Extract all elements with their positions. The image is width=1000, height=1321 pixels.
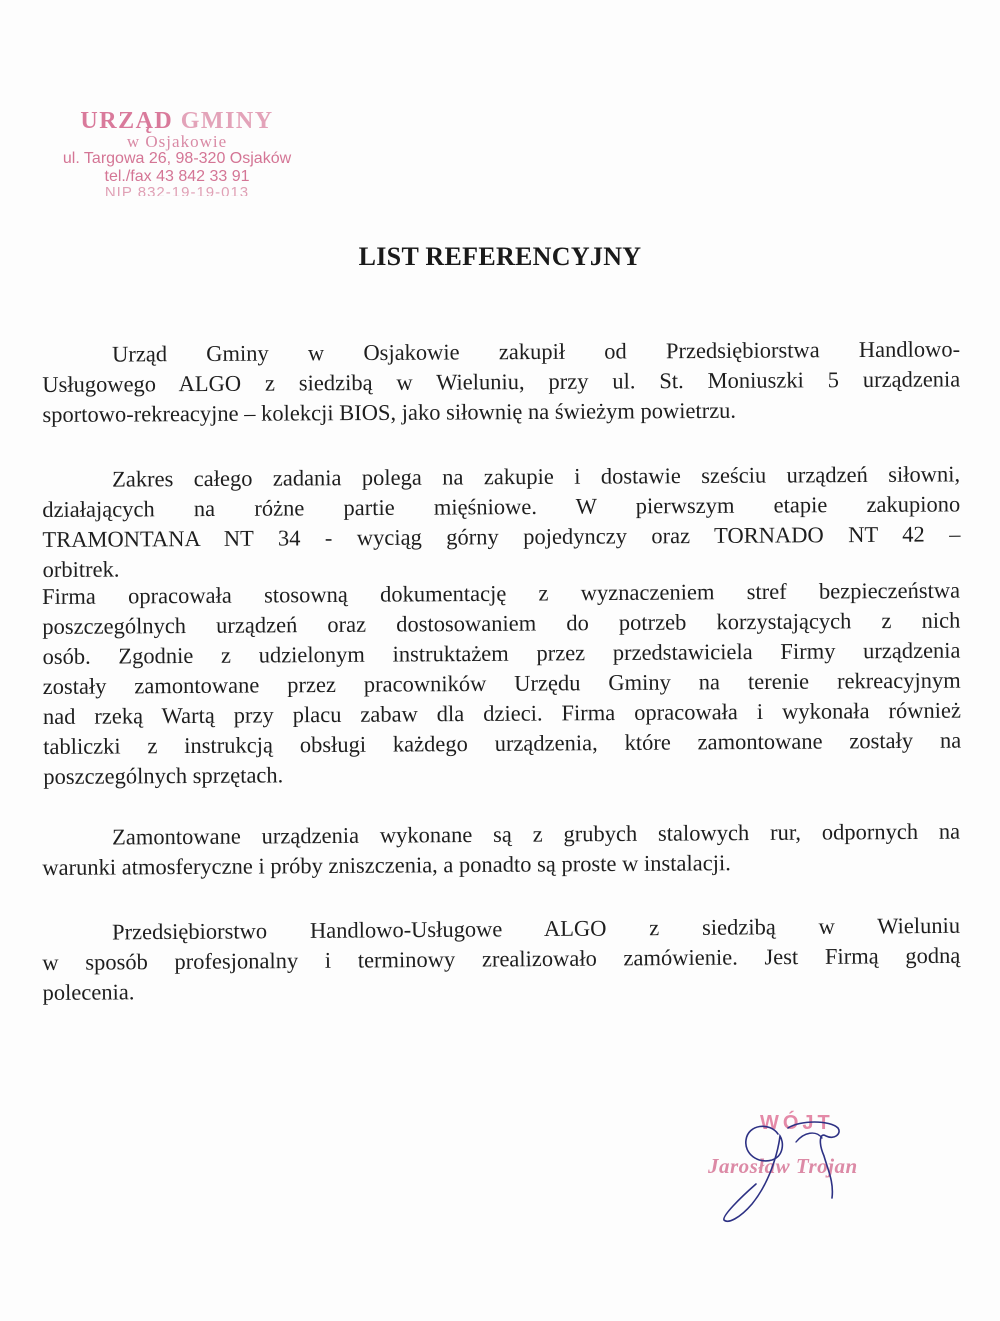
text-line: sportowo-rekreacyjne – kolekcji BIOS, jako siłownię na świeżym powietrzu. (42, 397, 737, 427)
text-line: warunki atmosferyczne i próby zniszczenia, a ponadto są proste w instalacji. (42, 850, 731, 880)
text-line: osób. Zgodnie z udzielonym instruktażem przez przedstawiciela Firmy urządzenia (42, 637, 961, 669)
text-line: Usługowego ALGO z siedzibą w Wieluniu, przy ul. St. Moniuszki 5 urządzenia (42, 366, 961, 397)
stamp-location: w Osjakowie (126, 132, 228, 151)
text-line: zostały zamontowane przez pracowników Urzędu Gminy na terenie rekreacyjnym (42, 667, 961, 699)
signature-title-stamp: WÓJT (760, 1112, 834, 1134)
signature-block (700, 1112, 900, 1232)
paragraph-materials (42, 817, 960, 883)
text-line: Przedsiębiorstwo Handlowo-Usługowe ALGO z siedzibą w Wieluniu (112, 912, 961, 945)
text-line: działających na różne partie mięśniowe. W pierwszym etapie zakupiono (42, 491, 961, 522)
text-line: Zakres całego zadania polega na zakupie i dostawie sześciu urządzeń siłowni, (112, 461, 961, 492)
text-line: Urząd Gminy w Osjakowie zakupił od Przedsiębiorstwa Handlowo- (112, 336, 961, 367)
text-line: Firma opracowała stosowną dokumentację z wyznaczeniem stref bezpieczeństwa (42, 577, 961, 609)
stamp-org-name (42, 108, 312, 134)
text-line: w sposób profesjonalny i terminowy zrealizowało zamówienie. Jest Firmą godną (42, 942, 961, 975)
paragraph-scope (42, 459, 961, 585)
paragraph-recommendation (42, 911, 961, 1008)
office-stamp (42, 108, 312, 196)
text-line: TRAMONTANA NT 34 - wyciąg górny pojedynczy oraz TORNADO NT 42 – (42, 521, 961, 552)
text-line: orbitrek. (42, 556, 120, 582)
paragraph-purchase (42, 334, 961, 430)
document-title: LIST REFERENCYJNY (358, 242, 642, 271)
stamp-org-part2: GMINY (180, 108, 274, 134)
handwritten-signature (700, 1112, 900, 1232)
stamp-nip: NIP 832-19-19-013 (104, 186, 250, 196)
paragraph-documentation (42, 576, 961, 792)
stamp-address: ul. Targowa 26, 98-320 Osjaków (62, 150, 292, 167)
text-line: tabliczki z instrukcją obsługi każdego urządzenia, które zamontowane zostały na (43, 727, 962, 759)
text-line: poszczególnych urządzeń oraz dostosowaniem do potrzeb korzystających z nich (42, 607, 961, 639)
stamp-org-part1: URZĄD (80, 108, 174, 134)
text-line: polecenia. (42, 979, 135, 1005)
signature-name-stamp: Jarosław Trojan (708, 1154, 858, 1178)
text-line: nad rzeką Wartą przy placu zabaw dla dzieci. Firma opracowała i wykonała również (42, 697, 962, 729)
text-line: Zamontowane urządzenia wykonane są z grubych stalowych rur, odpornych na (112, 818, 961, 850)
stamp-phone: tel./fax 43 842 33 91 (104, 168, 250, 185)
text-line: poszczególnych sprzętach. (43, 762, 284, 789)
